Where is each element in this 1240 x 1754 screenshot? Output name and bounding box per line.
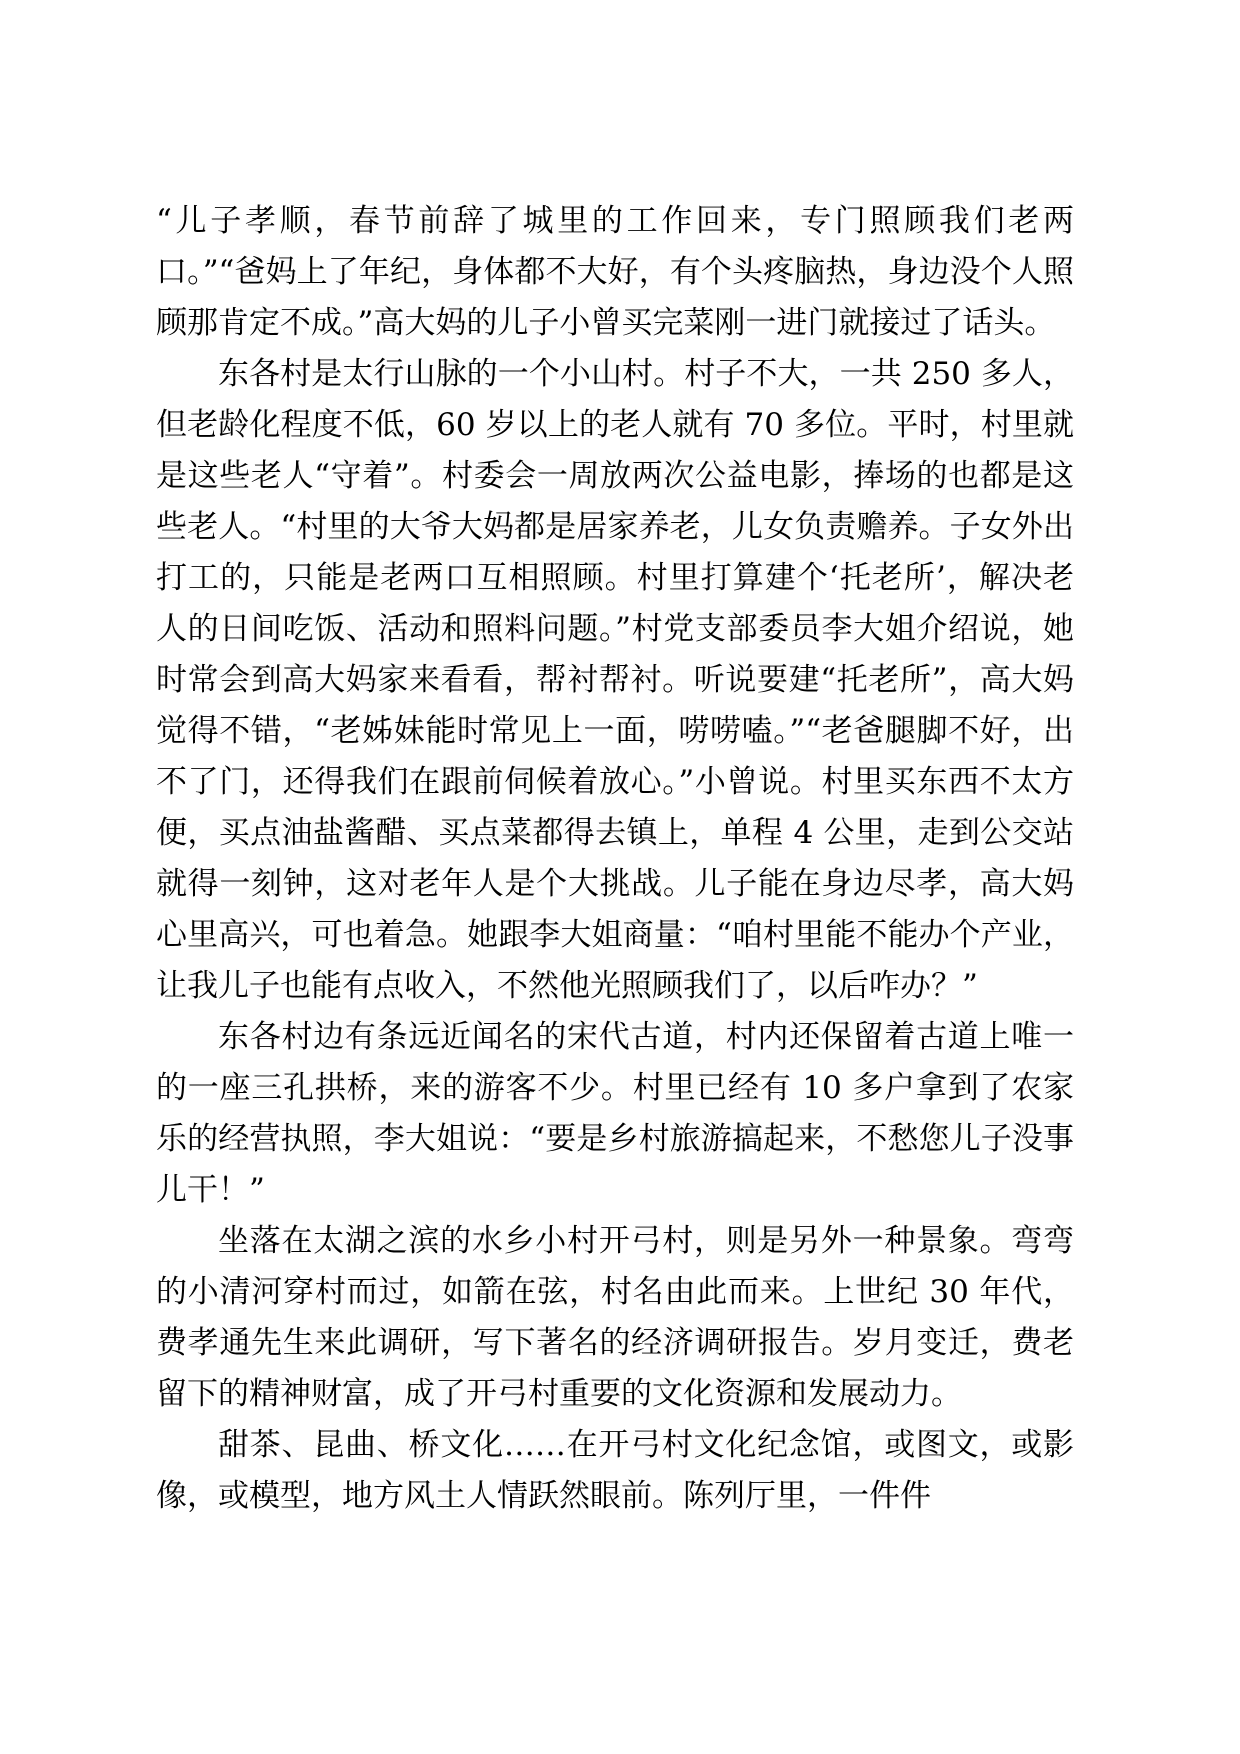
paragraph: 坐落在太湖之滨的水乡小村开弓村，则是另外一种景象。弯弯的小清河穿村而过，如箭在弦，村名由此而来。上世纪 30 年代，费孝通先生来此调研，写下著名的经济调研报告。岁月变迁，费老留下的精神财富，成了开弓村重要的文化资源和发展动力。 — [156, 1223, 1074, 1412]
paragraph: 甜茶、昆曲、桥文化……在开弓村文化纪念馆，或图文，或影像，或模型，地方风土人情跃然眼前。陈列厅里，一件件 — [156, 1427, 1074, 1514]
paragraph-continued: “儿子孝顺，春节前辞了城里的工作回来，专门照顾我们老两口。”“爸妈上了年纪，身体都不大好，有个头疼脑热，身边没个人照顾那肯定不成。”高大妈的儿子小曾买完菜刚一进门就接过了话头。 — [156, 203, 1074, 341]
paragraph: 东各村是太行山脉的一个小山村。村子不大，一共 250 多人，但老龄化程度不低，60 岁以上的老人就有 70 多位。平时，村里就是这些老人“守着”。村委会一周放两次公益电影，捧场的也都是这些老人。“村里的大爷大妈都是居家养老，儿女负责赡养。子女外出打工的，只能是老两口互相照顾。村里打算建个‘托老所’，解决老人的日间吃饭、活动和照料问题。”村党支部委员李大姐介绍说，她时常会到高大妈家来看看，帮衬帮衬。听说要建“托老所”，高大妈觉得不错，“老姊妹能时常见上一面，唠唠嗑。”“老爸腿脚不好，出不了门，还得我们在跟前伺候着放心。”小曾说。村里买东西不太方便，买点油盐酱醋、买点菜都得去镇上，单程 4 公里，走到公交站就得一刻钟，这对老年人是个大挑战。儿子能在身边尽孝，高大妈心里高兴，可也着急。她跟李大姐商量：“咱村里能不能办个产业，让我儿子也能有点收入，不然他光照顾我们了，以后咋办？” — [156, 356, 1074, 1004]
body-text — [156, 196, 1074, 1522]
paragraph: 东各村边有条远近闻名的宋代古道，村内还保留着古道上唯一的一座三孔拱桥，来的游客不少。村里已经有 10 多户拿到了农家乐的经营执照，李大姐说：“要是乡村旅游搞起来，不愁您儿子没事儿干！” — [156, 1019, 1074, 1208]
